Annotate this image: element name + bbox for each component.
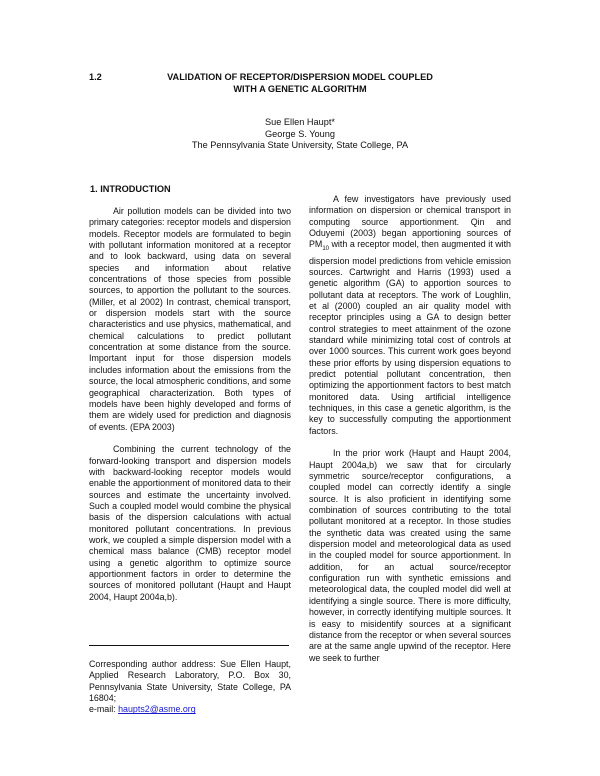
author-block [150, 117, 450, 152]
paper-number: 1.2 [89, 72, 102, 82]
footnote-text: Corresponding author address: Sue Ellen Haupt, Applied Research Laboratory, P.O. Box 30, Pennsylvania State University, State College, PA 16804; [89, 659, 291, 704]
right-column [309, 194, 511, 664]
email-link[interactable]: haupts2@asme.org [118, 704, 196, 715]
left-column [89, 206, 291, 603]
section-heading: 1. INTRODUCTION [90, 184, 171, 194]
author-name-2: George S. Young [265, 128, 335, 139]
title-line-2: WITH A GENETIC ALGORITHM [233, 83, 367, 94]
author-affiliation: The Pennsylvania State University, State College, PA [191, 140, 409, 150]
intro-paragraph-4: In the prior work (Haupt and Haupt 2004, Haupt 2004a,b) we saw that for circularly symmetric source/receptor configurations, a coupled model can correctly identify a single source. It is also proficient in identifying some combination of sources contributing to the total pollutant monitored at a receptor. In those studies the synthetic data was created using the same dispersion model and meteorological data as used in the coupled model for source apportionment. In addition, for an actual source/receptor configuration run with synthetic emissions and meteorological data, the coupled model did well at identifying a single source. There is more difficulty, however, in correctly identifying multiple sources. It is easy to misidentify sources at a significant distance from the receptor or when several sources are at the same angle upwind of the receptor. Here we seek to further [309, 448, 511, 663]
paper-title [150, 72, 450, 95]
intro-paragraph-1: Air pollution models can be divided into two primary categories: receptor models and dispersion models. Receptor models are formulated to begin with pollutant information monitored at a receptor and to look backward, using data on several species and information about relative concentrations of those species from possible sources, to apportion the pollutant to the sources. (Miller, et al 2002) In contrast, chemical transport, or dispersion models start with the source characteristics and use physics, mathematical, and chemical calculations to predict pollutant concentration at some distance from the source. Important input for those dispersion models includes information about the emissions from the source, the local atmospheric conditions, and some geographical characterization. Both types of models have been highly developed and forms of them are widely used for prediction and diagnosis of events. (EPA 2003) [89, 206, 291, 432]
intro-paragraph-3 [309, 194, 511, 437]
author-name-1: Sue Ellen Haupt* [265, 117, 335, 127]
footnote [89, 659, 291, 716]
paragraph-3-text-b: with a receptor model, then augmented it with dispersion model predictions from vehicle emission sources. Cartwright and Harris (1993) used a genetic algorithm (GA) to apportion sources to pollutant data at receptors. The work of Loughlin, et al (2000) coupled an air quality model with receptor principles using a GA to design better control strategies to meet attainment of the ozone standard while minimizing total cost of controls at over 1000 sources. This current work goes beyond these prior efforts by using dispersion equations to predict potential pollutant concentration, then optimizing the apportionment factors to best match monitored data. Using artificial intelligence techniques, in this case a genetic algorithm, is the key to successfully computing the apportionment factors. [309, 239, 511, 436]
intro-paragraph-2: Combining the current technology of the forward-looking transport and dispersion models with backward-looking receptor models would enable the apportionment of monitored data to their sources and estimate the uncertainty involved. Such a coupled model would combine the physical basis of the dispersion calculations with actual monitored pollutant concentrations. In previous work, we coupled a simple dispersion model with a chemical mass balance (CMB) receptor model using a genetic algorithm to optimize source apportionment factors in order to determine the sources of monitored pollutant (Haupt and Haupt 2004, Haupt 2004a,b). [89, 444, 291, 602]
paragraph-3-text-a: A few investigators have previously used information on dispersion or chemical transport in computing source apportionment. Qin and Oduyemi (2003) began apportioning sources of PM [309, 194, 511, 250]
pm-subscript: 10 [322, 246, 329, 253]
email-label: e-mail: [89, 704, 119, 715]
title-line-1: VALIDATION OF RECEPTOR/DISPERSION MODEL COUPLED [167, 72, 433, 82]
footnote-divider [89, 645, 289, 646]
